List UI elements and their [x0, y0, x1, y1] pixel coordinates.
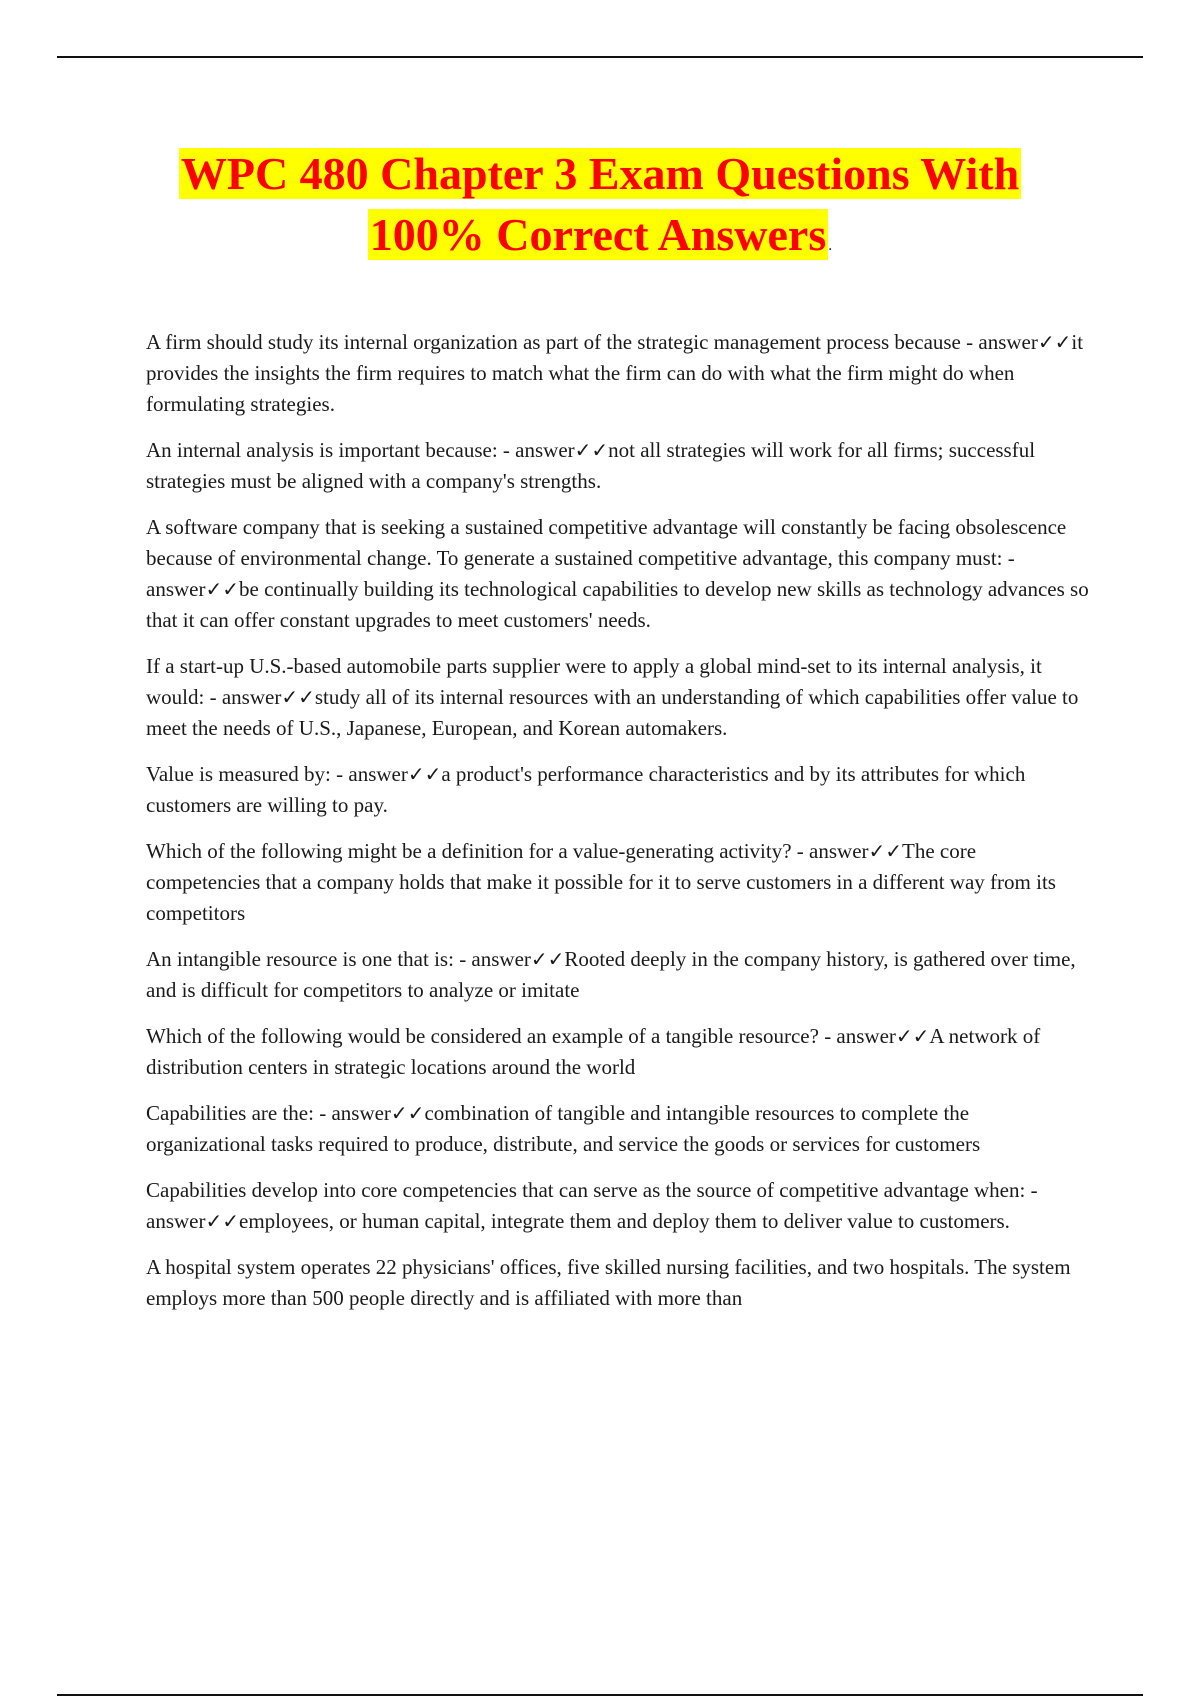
title-line-1: WPC 480 Chapter 3 Exam Questions With	[180, 148, 1020, 199]
question-text: Which of the following would be considered an example of a tangible resource?	[146, 1024, 819, 1048]
qa-item	[146, 759, 1091, 821]
qa-item	[146, 836, 1091, 929]
title-line-2: 100% Correct Answers	[369, 209, 827, 260]
qa-item	[146, 435, 1091, 497]
question-text: An intangible resource is one that is:	[146, 947, 454, 971]
answer-marker: - answer	[497, 438, 575, 462]
answer-text: employees, or human capital, integrate them and deploy them to deliver value to customers.	[239, 1209, 1010, 1233]
answer-text: not all strategies will work for all firms; successful strategies must be aligned with a company's strengths.	[146, 438, 1036, 493]
double-check-icon: ✓✓	[205, 577, 239, 601]
double-check-icon: ✓✓	[530, 947, 565, 971]
double-check-icon: ✓✓	[868, 839, 903, 863]
title-trailing-dot: .	[828, 237, 833, 254]
qa-item	[146, 651, 1091, 744]
answer-marker: - answer	[146, 1178, 1038, 1233]
double-check-icon: ✓✓	[407, 762, 442, 786]
answer-marker: - answer	[818, 1024, 896, 1048]
answer-marker: - answer	[330, 762, 408, 786]
qa-item	[146, 327, 1091, 420]
question-text: If a start-up U.S.-based automobile parts supplier were to apply a global mind-set to its internal analysis, it would:	[146, 654, 1042, 709]
qa-item	[146, 1175, 1091, 1237]
header-rule	[57, 56, 1143, 58]
qa-item	[146, 944, 1091, 1006]
question-text: Which of the following might be a definition for a value-generating activity?	[146, 839, 792, 863]
question-text: Capabilities are the:	[146, 1101, 314, 1125]
qa-list	[146, 327, 1091, 1329]
answer-text: The core competencies that a company holds that make it possible for it to serve customers in a different way from its competitors	[146, 839, 1056, 925]
question-text: Capabilities develop into core competencies that can serve as the source of competitive advantage when:	[146, 1178, 1026, 1202]
double-check-icon: ✓✓	[281, 685, 315, 709]
answer-text: it provides the insights the firm requires to match what the firm can do with what the firm might do when formulating strategies.	[146, 330, 1084, 416]
double-check-icon: ✓✓	[895, 1024, 930, 1048]
page-title	[0, 143, 1200, 276]
answer-marker: - answer	[960, 330, 1038, 354]
answer-marker: - answer	[791, 839, 869, 863]
question-text: Value is measured by:	[146, 762, 331, 786]
qa-item	[146, 1098, 1091, 1160]
trailing-paragraph: A hospital system operates 22 physicians' offices, five skilled nursing facilities, and two hospitals. The system employs more than 500 people directly and is affiliated with more than	[146, 1255, 1071, 1310]
answer-marker: - answer	[313, 1101, 391, 1125]
answer-text: study all of its internal resources with an understanding of which capabilities offer value to meet the needs of U.S., Japanese, European, and Korean automakers.	[146, 685, 1079, 740]
answer-text: Rooted deeply in the company history, is gathered over time, and is difficult for competitors to analyze or imitate	[146, 947, 1076, 1002]
question-text: A firm should study its internal organization as part of the strategic management process because	[146, 330, 961, 354]
answer-text: a product's performance characteristics and by its attributes for which customers are willing to pay.	[146, 762, 1026, 817]
answer-marker: - answer	[453, 947, 531, 971]
double-check-icon: ✓✓	[390, 1101, 425, 1125]
answer-marker: - answer	[146, 546, 1015, 601]
question-text: A software company that is seeking a sustained competitive advantage will constantly be facing obsolescence because of environmental change. To generate a sustained competitive advantage, this company must:	[146, 515, 1067, 570]
answer-text: A network of distribution centers in strategic locations around the world	[146, 1024, 1041, 1079]
footer-rule	[57, 1694, 1143, 1696]
double-check-icon: ✓✓	[1037, 330, 1072, 354]
double-check-icon: ✓✓	[574, 438, 609, 462]
qa-item	[146, 512, 1091, 636]
answer-marker: - answer	[204, 685, 282, 709]
answer-text: combination of tangible and intangible resources to complete the organizational tasks required to produce, distribute, and service the goods or services for customers	[146, 1101, 981, 1156]
question-text: An internal analysis is important because:	[146, 438, 498, 462]
answer-text: be continually building its technological capabilities to develop new skills as technology advances so that it can offer constant upgrades to meet customers' needs.	[146, 577, 1089, 632]
double-check-icon: ✓✓	[205, 1209, 239, 1233]
qa-item	[146, 1021, 1091, 1083]
